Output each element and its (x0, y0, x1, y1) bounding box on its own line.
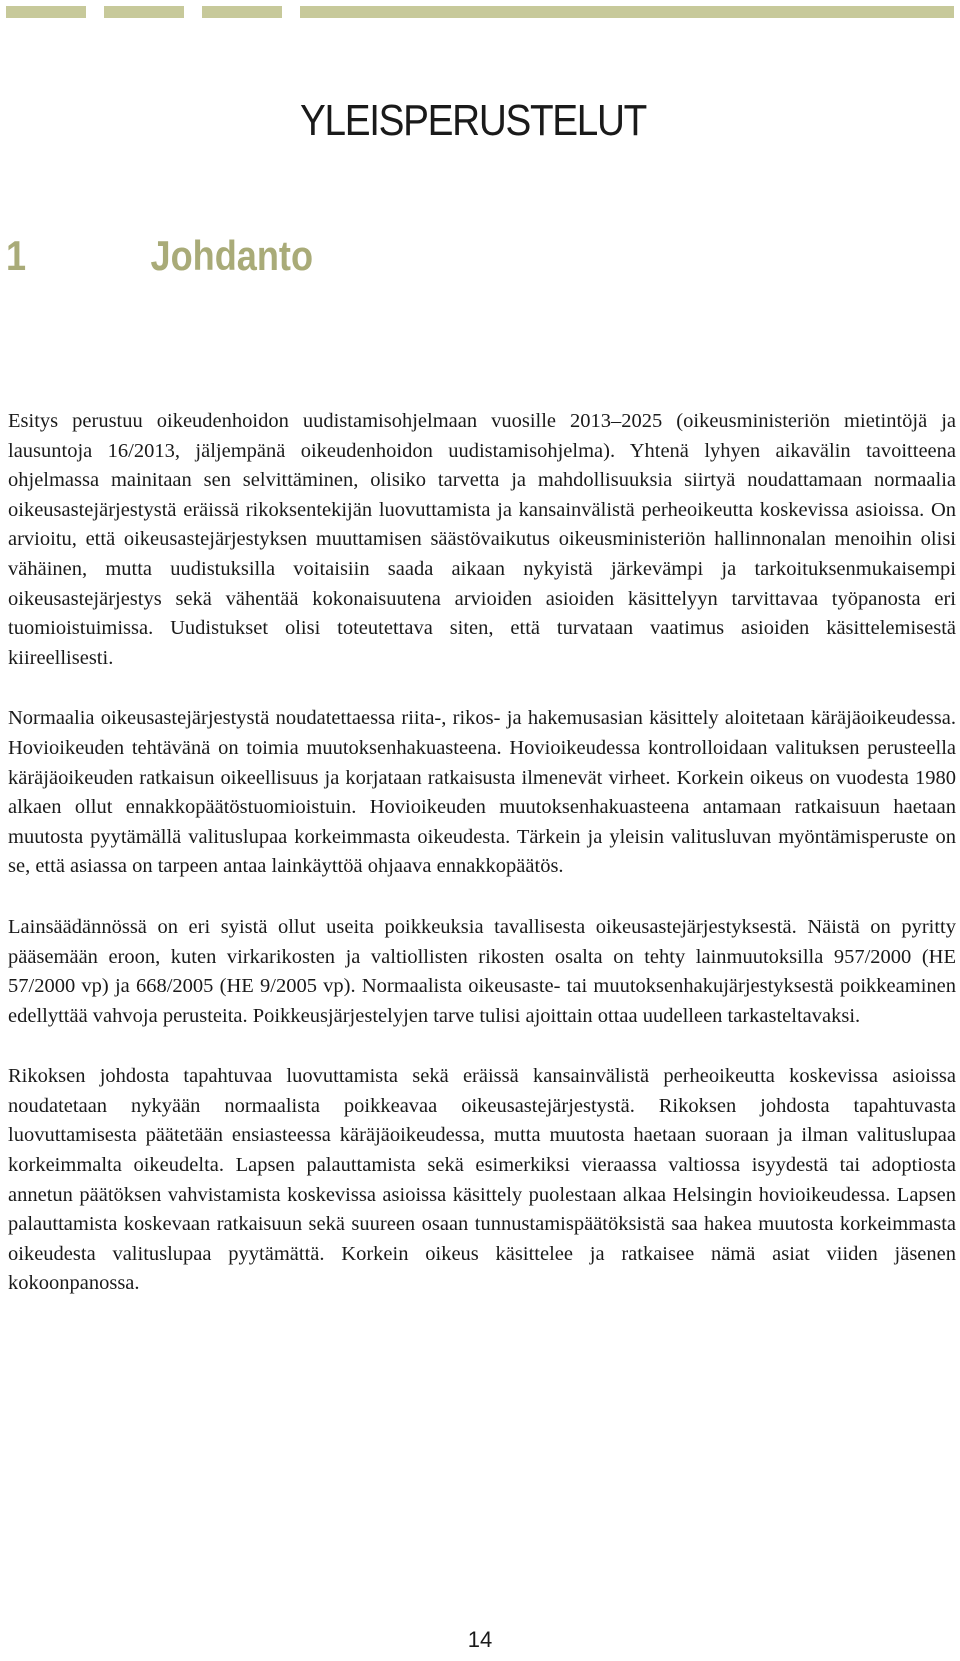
page-number: 14 (467, 1627, 493, 1652)
paragraph: Esitys perustuu oikeudenhoidon uudistamisohjelmaan vuosille 2013–2025 (oikeusministeriön mietintöjä ja lausuntoja 16/2013, jäljempänä oikeudenhoidon uudistamisohjelma). Yhtenä lyhyen aikavälin tavoitteena ohjelmassa mainitaan sen selvittäminen, olisiko tarvetta ja mahdollisuuksia siirtyä noudattamaan normaalia oikeusastejärjestystä eräissä rikoksentekijän luovuttamista ja kansainvälistä perheoikeutta koskevissa asioissa. On arvioitu, että oikeusastejärjestyksen muuttamisen säästövaikutus oikeusministeriön hallinnonalan menoihin olisi vähäinen, mutta uudistuksilla voitaisiin saada aikaan nykyistä järkevämpi ja tarkoituksenmukaisempi oikeusastejärjestys sekä vähentää kokonaisuutena arvioiden asioiden käsittelyyn tarvittavaa työpanosta eri tuomioistuimissa. Uudistukset olisi toteutettava siten, että turvataan vaatimus asioiden käsittelemisestä kiireellisesti. (8, 410, 956, 669)
header-decoration (0, 6, 960, 18)
body-text (8, 407, 956, 1330)
section-title: YLEISPERUSTELUT (300, 96, 647, 145)
header-bar (6, 6, 86, 18)
header-bar (202, 6, 282, 18)
header-bar (300, 6, 954, 18)
header-bar (104, 6, 184, 18)
chapter-title: Johdanto (150, 232, 314, 279)
paragraph: Rikoksen johdosta tapahtuvaa luovuttamista sekä eräissä kansainvälistä perheoikeutta koskevissa asioissa noudatetaan nykyään normaalista poikkeavaa oikeusastejärjestystä. Rikoksen johdosta tapahtuvasta luovuttamisesta päätetään ensiasteessa käräjäoikeudessa, mutta muutosta haetaan suoraan ja ilman valituslupaa korkeimmalta oikeudelta. Lapsen palauttamista sekä esimerkiksi vieraassa valtiossa isyydestä tai adoptiosta annetun päätöksen vahvistamista koskevissa asioissa käsittely puolestaan alkaa Helsingin hovioikeudessa. Lapsen palauttamista koskevaan ratkaisuun sekä suureen osaan tunnustamispäätöksistä saa hakea muutosta korkeimmasta oikeudesta valituslupaa pyytämättä. Korkein oikeus käsittelee ja ratkaisee nämä asiat viiden jäsenen kokoonpanossa. (8, 1065, 956, 1295)
chapter-number: 1 (6, 232, 27, 279)
paragraph: Normaalia oikeusastejärjestystä noudatettaessa riita-, rikos- ja hakemusasian käsittely aloitetaan käräjäoikeudessa. Hovioikeuden tehtävänä on toimia muutoksenhakuasteena. Hovioikeudessa kontrolloidaan valituksen perusteella käräjäoikeuden ratkaisun oikeellisuus ja korjataan ratkaisusta ilmenevät virheet. Korkein oikeus on vuodesta 1980 alkaen ollut ennakkopäätöstuomioistuin. Hovioikeuden muutoksenhakuasteena antamaan ratkaisuun haetaan muutosta pyytämällä valituslupaa korkeimmasta oikeudesta. Tärkein ja yleisin valitusluvan myöntämisperuste on se, että asiassa on tarpeen antaa lainkäyttöä ohjaava ennakkopäätös. (8, 707, 956, 878)
paragraph: Lainsäädännössä on eri syistä ollut useita poikkeuksia tavallisesta oikeusastejärjestyksestä. Näistä on pyritty pääsemään eroon, kuten virkarikosten ja valtiollisten rikosten osalta on tehty lainmuutoksilla 957/2000 (HE 57/2000 vp) ja 668/2005 (HE 9/2005 vp). Normaalista oikeusaste- tai muutoksenhakujärjestyksestä poikkeaminen edellyttää vahvoja perusteita. Poikkeusjärjestelyjen tarve tulisi ajoittain ottaa uudelleen tarkasteltavaksi. (8, 915, 956, 1027)
chapter-heading (6, 232, 313, 280)
